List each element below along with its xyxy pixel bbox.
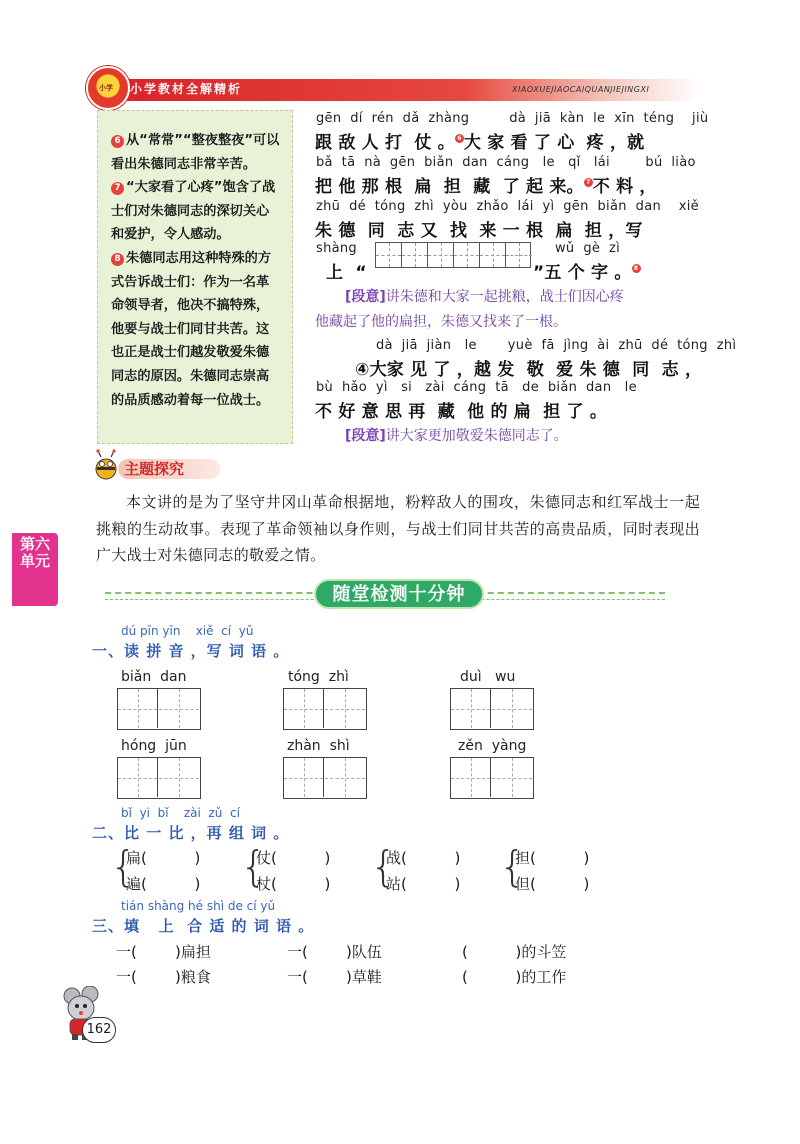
- question-pinyin: dú pīn yīn xiě cí yǔ: [121, 624, 254, 638]
- compare-word[interactable]: 战( ): [386, 849, 461, 867]
- compare-word[interactable]: 仗( ): [256, 849, 331, 867]
- note-marker: 8: [632, 264, 641, 273]
- pinyin-label: tóng zhì: [288, 669, 349, 685]
- theme-heading: 主题探究: [118, 459, 220, 479]
- note-marker: 6: [455, 134, 464, 143]
- question-2-title: 二、比 一 比 ，再 组 词 。: [92, 824, 290, 842]
- compare-word[interactable]: 遍( ): [126, 875, 201, 893]
- compare-word[interactable]: 站( ): [386, 875, 461, 893]
- paragraph-summary-cont: 他藏起了他的扁担，朱德又找来了一根。: [315, 314, 567, 330]
- annotation-8: 8 朱德同志用这种特殊的方式告诉战士们：作为一名革命领导者，他决不搞特殊，他要与战士们同甘共苦。这也正是战士们越发敬爱朱德同志的原因。朱德同志崇高的品质感动着每一位战士。: [111, 250, 272, 408]
- pinyin-line: zhū dé tóng zhì yòu zhǎo lái yì gēn biǎn dan xiě: [316, 199, 699, 214]
- answer-grid[interactable]: [283, 757, 367, 799]
- brace: {: [370, 842, 397, 891]
- fill-blank[interactable]: ( )的斗笠: [462, 943, 567, 961]
- text-line: 朱 德 同 志 又 找 来 一 根 扁 担 ，写: [315, 221, 643, 241]
- pinyin-line: dà jiā jiàn le yuè fā jìng ài zhū dé tóng zhì: [376, 338, 737, 353]
- question-pinyin: tián shàng hé shì de cí yǔ: [121, 899, 276, 913]
- text-line: 不 好 意 思 再 藏 他 的 扁 担 了 。: [315, 402, 608, 422]
- note-number-badge: 6: [111, 135, 124, 148]
- pinyin-line: bù hǎo yì si zài cáng tā de biǎn dan le: [316, 380, 637, 395]
- book-title: 小学教材全解精析: [130, 82, 243, 96]
- question-1-title: 一、读 拼 音 ，写 词 语 。: [92, 642, 290, 660]
- five-char-grid: [375, 242, 531, 268]
- answer-grid[interactable]: [117, 688, 201, 730]
- pinyin-line: gēn dí rén dǎ zhàng dà jiā kàn le xīn téng jiù: [316, 111, 709, 126]
- page-number: 162: [82, 1017, 116, 1043]
- fill-blank[interactable]: 一( )粮食: [116, 968, 211, 986]
- compare-word[interactable]: 扁( ): [126, 849, 201, 867]
- pinyin-label: biǎn dan: [121, 669, 187, 685]
- book-logo: [86, 66, 130, 110]
- annotation-6: 6 从“常常”“整夜整夜”可以看出朱德同志非常辛苦。: [111, 133, 280, 172]
- bee-mascot-icon: [92, 449, 120, 481]
- exercise-banner: 随堂检测十分钟: [314, 579, 484, 609]
- question-pinyin: bǐ yi bǐ zài zǔ cí: [121, 806, 240, 820]
- answer-grid[interactable]: [450, 688, 534, 730]
- compare-word[interactable]: 杖( ): [256, 875, 331, 893]
- brace: {: [240, 842, 267, 891]
- pinyin-label: zhàn shì: [287, 738, 350, 754]
- pinyin-label: duì wu: [460, 669, 516, 685]
- fill-blank[interactable]: 一( )草鞋: [287, 968, 382, 986]
- unit-side-tab: 第六 单元: [12, 533, 58, 606]
- answer-grid[interactable]: [450, 757, 534, 799]
- compare-word[interactable]: 但( ): [515, 875, 590, 893]
- pinyin-line: shàng: [316, 241, 357, 256]
- annotation-box: [97, 110, 293, 444]
- fill-blank[interactable]: 一( )扁担: [116, 943, 211, 961]
- theme-paragraph: 本文讲的是为了坚守井冈山革命根据地，粉粹敌人的围攻，朱德同志和红军战士一起挑粮的生动故事。表现了革命领袖以身作则，与战士们同甘共苦的高贵品质，同时表现出广大战士对朱德同志的敬爱之情。: [96, 493, 700, 564]
- brace: {: [110, 842, 137, 891]
- logo-text: 小学: [99, 84, 113, 92]
- compare-word[interactable]: 担( ): [515, 849, 590, 867]
- pinyin-line: bǎ tā nà gēn biǎn dan cáng le qǐ lái bú liào: [316, 155, 696, 170]
- annotation-7: 7 “大家看了心疼”饱含了战士们对朱德同志的深切关心和爱护，令人感动。: [111, 180, 276, 243]
- text-line: 跟 敌 人 打 仗 。 6 大 家 看 了 心 疼 ，就: [315, 133, 645, 153]
- question-3-title: 三、填 上 合 适 的 词 语 。: [92, 917, 315, 935]
- brace: {: [499, 842, 526, 891]
- text-line: ④大家 见 了 ，越 发 敬 爱 朱 德 同 志 ，: [355, 360, 703, 380]
- fill-blank[interactable]: 一( )队伍: [287, 943, 382, 961]
- answer-grid[interactable]: [117, 757, 201, 799]
- pinyin-label: hóng jūn: [121, 738, 187, 754]
- fill-blank[interactable]: ( )的工作: [462, 968, 567, 986]
- note-marker: 7: [584, 178, 593, 187]
- note-number-badge: 7: [111, 182, 124, 195]
- text-line: ”五 个 字 。 8: [533, 258, 641, 283]
- answer-grid[interactable]: [283, 688, 367, 730]
- book-title-roman: XIAOXUEJIAOCAIQUANJIEJINGXI: [512, 85, 650, 94]
- note-number-badge: 8: [111, 253, 124, 266]
- paragraph-summary: [段意]讲朱德和大家一起挑粮，战士们因心疼: [345, 289, 624, 305]
- paragraph-summary: [段意]讲大家更加敬爱朱德同志了。: [345, 428, 568, 444]
- pinyin-label: zěn yàng: [458, 738, 527, 754]
- pinyin-line: wǔ gè zì: [555, 241, 621, 256]
- text-line: 把 他 那 根 扁 担 藏 了 起 来。 7 不 料 ，: [315, 177, 657, 197]
- text-line: 上 “: [326, 263, 367, 283]
